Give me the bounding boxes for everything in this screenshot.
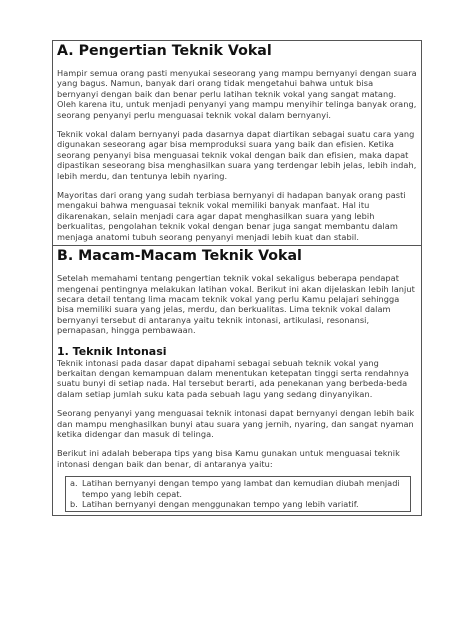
- list-item-text: Latihan bernyanyi dengan menggunakan tempo yang lebih variatif.: [82, 499, 359, 509]
- list-item-text: Latihan bernyanyi dengan tempo yang lambat dan kemudian diubah menjadi tempo yang lebih cepat.: [82, 478, 400, 499]
- list-item: [70, 499, 406, 509]
- subsection-1-paragraph-3: Berikut ini adalah beberapa tips yang bisa Kamu gunakan untuk menguasai teknik intonasi dengan baik dan benar, di antaranya yaitu:: [57, 448, 400, 469]
- document-page: [52, 40, 422, 516]
- subsection-1-paragraph-2: Seorang penyanyi yang menguasai teknik intonasi dapat bernyanyi dengan lebih baik dan mampu menghasilkan bunyi atau suara yang jernih, nyaring, dan sangat nyaman ketika didengar dan masuk di telinga.: [57, 408, 415, 439]
- section-a-paragraph-1: Hampir semua orang pasti menyukai seseorang yang mampu bernyanyi dengan suara yang bagus. Namun, banyak dari orang tidak mengetahui bahwa untuk bisa bernyanyi dengan baik dan benar perlu latihan teknik vokal yang sangat matang. Oleh karena itu, untuk menjadi penyanyi yang mampu menyihir telinga banyak orang, seorang penyanyi perlu menguasai teknik vokal dalam bernyanyi.: [57, 68, 417, 120]
- section-a: [52, 40, 422, 246]
- section-a-heading: A. Pengertian Teknik Vokal: [57, 43, 272, 59]
- subsection-1-paragraph-1: Teknik intonasi pada dasar dapat dipahami sebagai sebuah teknik vokal yang berkaitan dengan kemampuan dalam menentukan ketepatan tinggi serta rendahnya suatu bunyi di setiap nada. Hal tersebut berarti, ada penekanan yang berbeda-beda dalam setiap jumlah suku kata pada sebuah lagu yang sedang dinyanyikan.: [57, 357, 409, 399]
- section-b-heading: B. Macam-Macam Teknik Vokal: [57, 248, 302, 265]
- section-b-paragraph-1: Setelah memahami tentang pengertian teknik vokal sekaligus beberapa pendapat mengenai pentingnya melakukan latihan vokal. Berikut ini akan dijelaskan lebih lanjut secara detail tentang lima macam teknik vokal yang perlu Kamu pelajari sehingga bisa memiliki suara yang jelas, merdu, dan berkualitas. Lima teknik vokal dalam bernyanyi tersebut di antaranya yaitu teknik intonasi, artikulasi, resonansi, pernapasan, hingga pembawaan.: [57, 273, 415, 336]
- section-a-paragraph-3: Mayoritas dari orang yang sudah terbiasa bernyanyi di hadapan banyak orang pasti mengakui bahwa menguasai teknik vokal memiliki banyak manfaat. Hal itu dikarenakan, selain menjadi cara agar dapat menghasilkan suara yang lebih berkualitas, pengolahan teknik vokal dengan benar juga sangat membantu dalam menjaga anatomi tubuh seorang penyanyi menjadi lebih kuat dan stabil.: [57, 190, 406, 242]
- section-a-paragraph-2: Teknik vokal dalam bernyanyi pada dasarnya dapat diartikan sebagai suatu cara yang digunakan seseorang agar bisa memproduksi suara yang baik dan efisien. Ketika seorang penyanyi bisa menguasai teknik vokal dengan baik dan efisien, maka dapat dipastikan seseorang bisa menghasilkan suara yang terdengar lebih jelas, lebih indah, lebih merdu, dan tentunya lebih nyaring.: [57, 129, 417, 181]
- list-marker: b.: [70, 499, 78, 509]
- list-marker: a.: [70, 478, 78, 489]
- tips-list: [65, 476, 411, 512]
- list-item: [70, 478, 406, 499]
- section-b: [52, 246, 422, 516]
- subsection-1-heading: 1. Teknik Intonasi: [57, 344, 167, 358]
